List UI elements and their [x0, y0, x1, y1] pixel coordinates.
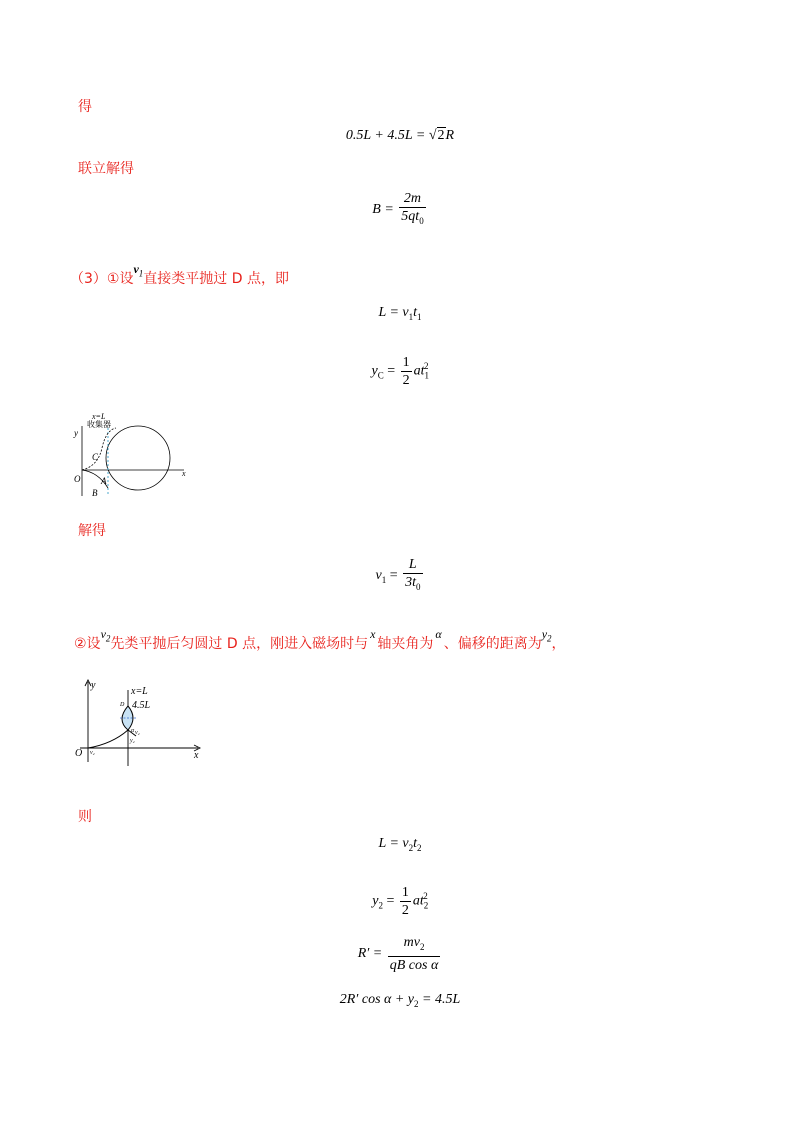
eq5-fraction	[403, 556, 422, 596]
fig1-label-C: C	[92, 452, 99, 462]
eq6-sub1: 2	[408, 842, 414, 853]
equation-9	[0, 992, 800, 1009]
fig2-label-xL: x=L	[131, 686, 148, 697]
eq5-den: 3t	[405, 575, 416, 590]
eq8-fraction	[388, 934, 441, 974]
equation-8	[0, 934, 800, 974]
eq9-sub: 2	[414, 998, 419, 1009]
part3-prefix: （3）①设	[70, 271, 134, 287]
fig1-label-y: y	[74, 428, 78, 438]
eq6-text: L = v	[378, 836, 409, 851]
fig1-label-collector: 收集器	[87, 420, 111, 429]
fig2-label-y: y	[91, 680, 96, 691]
eq5-den-sub: 0	[416, 581, 421, 592]
fig2-label-x: x	[194, 750, 199, 761]
eq1-rhs: R	[445, 128, 455, 143]
eq7-rhs: at	[412, 893, 424, 909]
text-de: 得	[78, 99, 92, 115]
fig1-curve-upper	[82, 428, 116, 470]
eq3-sub1: 1	[408, 311, 414, 322]
inline-alpha: α	[435, 627, 442, 641]
eq4-lhs: y	[371, 363, 378, 379]
fig2-label-alpha: α	[131, 728, 135, 734]
eq7-eq: =	[386, 893, 395, 909]
fig2-label-v2: v₂	[90, 750, 95, 756]
eq6-sub2: 2	[417, 842, 422, 853]
fig2-trajectory	[88, 730, 128, 748]
eq4-lhs-sub: C	[377, 370, 384, 381]
eq5-num: L	[408, 557, 417, 572]
eq1-lhs: 0.5L + 4.5L =	[345, 128, 426, 143]
eq2-lhs: B =	[372, 202, 394, 218]
eq4-rhs-sup: 2	[424, 361, 429, 372]
eq3-t: t	[413, 305, 418, 320]
eq8-lhs: R′ =	[357, 946, 383, 962]
eq7-lhs-sub: 2	[378, 900, 383, 911]
eq2-den-sub: 0	[419, 215, 424, 226]
eq5-lhs-sub: 1	[381, 574, 387, 585]
fig1-label-A: A	[101, 476, 107, 486]
eq3-sub2: 1	[417, 311, 422, 322]
eq4-den: 2	[402, 373, 410, 388]
part2-b: 先类平抛后匀圆过 D 点，刚进入磁场时与	[110, 636, 369, 652]
eq2-num: 2m	[403, 191, 422, 206]
equation-5	[0, 556, 800, 596]
eq9-rhs: = 4.5L	[422, 992, 461, 1007]
eq8-num-sub: 2	[419, 941, 425, 952]
inline-y2: y	[541, 627, 548, 641]
equation-7	[0, 884, 800, 919]
eq5-lhs: v	[375, 568, 382, 584]
fig2-label-v2b: v₂	[135, 730, 140, 736]
eq7-num: 1	[401, 885, 409, 900]
text-part2	[74, 627, 566, 653]
inline-x: x	[370, 627, 376, 641]
equation-6	[0, 836, 800, 853]
inline-v2: v	[100, 627, 106, 641]
inline-v2-sub: 2	[105, 633, 111, 644]
eq4-eq: =	[387, 363, 396, 379]
fig1-label-O: O	[74, 474, 81, 484]
part2-e: ，	[551, 636, 566, 652]
inline-v1-sub: 1	[138, 268, 144, 279]
equation-1: 0.5L + 4.5L = √2R	[345, 128, 455, 143]
fig1-circle	[106, 426, 170, 490]
eq8-den: qB cos α	[389, 957, 439, 973]
eq7-den: 2	[401, 903, 409, 918]
eq2-den: 5qt	[401, 209, 420, 224]
eq2-fraction	[399, 190, 425, 230]
eq3-text: L = v	[378, 305, 409, 320]
eq6-t: t	[413, 836, 418, 851]
eq4-fraction	[401, 354, 412, 389]
eq4-rhs-sub: 1	[424, 370, 430, 381]
eq7-lhs: y	[372, 893, 379, 909]
eq9-text: 2R′ cos α + y	[339, 992, 415, 1007]
equation-3	[0, 305, 800, 322]
part3-suffix: 直接类平抛过 D 点，即	[143, 271, 289, 287]
fig1-label-xL: x=L	[92, 412, 106, 421]
figure-2	[72, 676, 208, 768]
fig2-label-D: D	[120, 702, 125, 708]
fig1-label-x: x	[182, 469, 186, 478]
eq8-num: mv	[403, 935, 420, 950]
equation-2	[0, 190, 800, 230]
text-lianli: 联立解得	[78, 161, 134, 177]
eq7-rhs-sup: 2	[423, 891, 428, 902]
fig2-label-O: O	[75, 748, 83, 759]
text-jiede: 解得	[78, 523, 106, 539]
eq7-fraction	[400, 884, 411, 919]
eq4-rhs: at	[413, 363, 425, 379]
part2-c: 轴夹角为	[377, 636, 434, 652]
eq5-eq: =	[389, 568, 398, 584]
inline-y2-sub: 2	[547, 633, 552, 644]
eq4-num: 1	[402, 355, 410, 370]
text-ze: 则	[78, 809, 92, 825]
inline-v1: v	[133, 262, 139, 276]
part2-a: ②设	[74, 636, 101, 652]
fig1-label-B: B	[92, 488, 98, 498]
part2-d: 、偏移的距离为	[443, 636, 542, 652]
figure-1	[68, 408, 192, 500]
fig2-label-h: 4.5L	[132, 700, 151, 711]
equation-4	[0, 354, 800, 389]
eq1-root: 2	[437, 128, 445, 143]
fig2-label-y2: y₂	[130, 738, 135, 744]
eq7-rhs-sub: 2	[423, 900, 429, 911]
text-part3	[70, 262, 289, 288]
